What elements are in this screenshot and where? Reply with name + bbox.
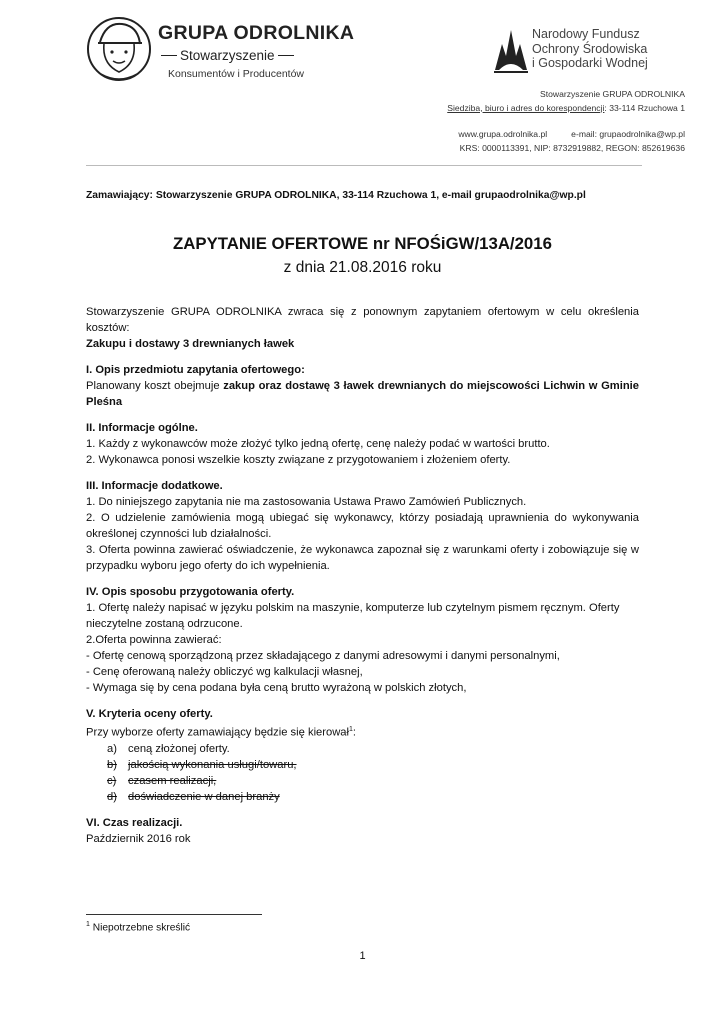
fund-name-line: i Gospodarki Wodnej bbox=[532, 56, 648, 70]
section-5-intro-text: Przy wyborze oferty zamawiający będzie się kierował bbox=[86, 726, 350, 739]
section-3-heading: III. Informacje dodatkowe. bbox=[86, 480, 223, 492]
document-body bbox=[86, 304, 639, 847]
address-line bbox=[447, 102, 685, 116]
section-3-item: 1. Do niniejszego zapytania nie ma zastosowania Ustawa Prawo Zamówień Publicznych. bbox=[86, 496, 527, 508]
section-4-heading: IV. Opis sposobu przygotowania oferty. bbox=[86, 586, 295, 598]
intro-subject: Zakupu i dostawy 3 drewnianych ławek bbox=[86, 338, 295, 350]
section-3-item: 3. Oferta powinna zawierać oświadczenie, że wykonawca zapoznał się z warunkami oferty i zobowiązuje się w przypadku wyboru jego oferty do ich wypełnienia. bbox=[86, 544, 639, 572]
nfosigw-logo bbox=[492, 24, 530, 74]
divider bbox=[278, 55, 294, 57]
footnote-text: Niepotrzebne skreślić bbox=[89, 922, 191, 934]
criteria-text: czasem realizacji, bbox=[128, 774, 217, 787]
email: e-mail: grupaodrolnika@wp.pl bbox=[571, 129, 685, 139]
section-3-item: 2. O udzielenie zamówienia mogą ubiegać się wykonawcy, którzy posiadają uprawnienia do wykonywania określonej czynności lub działalności. bbox=[86, 512, 639, 540]
criteria-text: doświadczenie w danej branży bbox=[128, 790, 280, 803]
footnote-mark: 1 bbox=[86, 921, 90, 928]
criteria-label: d) bbox=[107, 790, 117, 803]
address-label: Siedziba, biuro i adres do korespondencji bbox=[447, 102, 605, 113]
section-4-item: - Cenę oferowaną należy obliczyć wg kalkulacji własnej, bbox=[86, 666, 363, 678]
criteria-text: ceną złożonej oferty. bbox=[128, 742, 230, 755]
footnote-ref: 1 bbox=[349, 726, 353, 733]
address-value: : 33-114 Rzuchowa 1 bbox=[604, 102, 685, 113]
brand-subtitle: Stowarzyszenie bbox=[180, 48, 275, 63]
divider bbox=[161, 55, 177, 57]
fund-name bbox=[532, 27, 648, 71]
brand-title: GRUPA ODROLNIKA bbox=[158, 22, 355, 44]
section-5-heading: V. Kryteria oceny oferty. bbox=[86, 708, 213, 720]
section-2-item: 1. Każdy z wykonawców może złożyć tylko jedną ofertę, cenę należy podać w wartości brutto. bbox=[86, 438, 550, 450]
section-4-item: 1. Ofertę należy napisać w języku polskim na maszynie, komputerze lub czytelnym pismem ręcznym. Oferty nieczytelne zostaną odrzucone. bbox=[86, 602, 620, 630]
section-2-heading: II. Informacje ogólne. bbox=[86, 422, 198, 434]
criteria-item-struck bbox=[107, 773, 639, 789]
section-4-item: - Wymaga się by cena podana była ceną brutto wyrażoną w polskich złotych, bbox=[86, 682, 467, 694]
brand-tagline: Konsumentów i Producentów bbox=[168, 68, 304, 80]
criteria-label: b) bbox=[107, 758, 117, 771]
section-1-heading: I. Opis przedmiotu zapytania ofertowego: bbox=[86, 364, 305, 376]
section-2-item: 2. Wykonawca ponosi wszelkie koszty związane z przygotowaniem i złożeniem oferty. bbox=[86, 454, 511, 466]
fund-name-line: Narodowy Fundusz bbox=[532, 27, 640, 41]
section-1-text bbox=[86, 378, 639, 410]
criteria-text: jakością wykonania usługi/towaru, bbox=[128, 758, 297, 771]
intro: Stowarzyszenie GRUPA ODROLNIKA zwraca się z ponownym zapytaniem ofertowym w celu określenia kosztów: bbox=[86, 306, 639, 334]
criteria-label: c) bbox=[107, 774, 117, 787]
section-4-item: 2.Oferta powinna zawierać: bbox=[86, 634, 222, 646]
document-title: ZAPYTANIE OFERTOWE nr NFOŚiGW/13A/2016 bbox=[173, 234, 552, 253]
section-1-text-a: Planowany koszt obejmuje bbox=[86, 380, 224, 392]
section-5-intro: Przy wyborze oferty zamawiający będzie się kierował$^1$: bbox=[86, 726, 357, 739]
org-name: Stowarzyszenie GRUPA ODROLNIKA bbox=[539, 89, 685, 99]
criteria-label: a) bbox=[107, 742, 117, 755]
fund-name-line: Ochrony Środowiska bbox=[532, 41, 648, 56]
footnote bbox=[86, 921, 190, 933]
document-date: z dnia 21.08.2016 roku bbox=[283, 259, 442, 276]
criteria-item-struck bbox=[107, 757, 639, 773]
contact-block bbox=[447, 88, 685, 155]
page-number: 1 bbox=[359, 950, 366, 962]
brand-subtitle-line bbox=[158, 48, 297, 63]
header-divider bbox=[86, 165, 642, 166]
criteria-item bbox=[107, 741, 639, 757]
section-6-heading: VI. Czas realizacji. bbox=[86, 816, 183, 829]
web-email-line bbox=[447, 128, 685, 142]
criteria-list bbox=[86, 741, 639, 805]
registry: KRS: 0000113391, NIP: 8732919882, REGON: 852619636 bbox=[459, 142, 685, 153]
section-6-text: Październik 2016 rok bbox=[86, 832, 191, 845]
website: www.grupa.odrolnika.pl bbox=[458, 129, 548, 139]
orderer: Zamawiający: Stowarzyszenie GRUPA ODROLNIKA, 33-114 Rzuchowa 1, e-mail grupaodrolnika@wp.pl bbox=[86, 190, 586, 201]
criteria-item-struck bbox=[107, 789, 639, 805]
footnote-divider bbox=[86, 914, 262, 915]
section-1-text-b: zakup oraz dostawę 3 ławek drewnianych do miejscowości Lichwin w Gminie Pleśna bbox=[86, 380, 639, 408]
section-4-item: - Ofertę cenową sporządzoną przez składającego z danymi adresowymi i danymi personalnymi, bbox=[86, 650, 560, 662]
